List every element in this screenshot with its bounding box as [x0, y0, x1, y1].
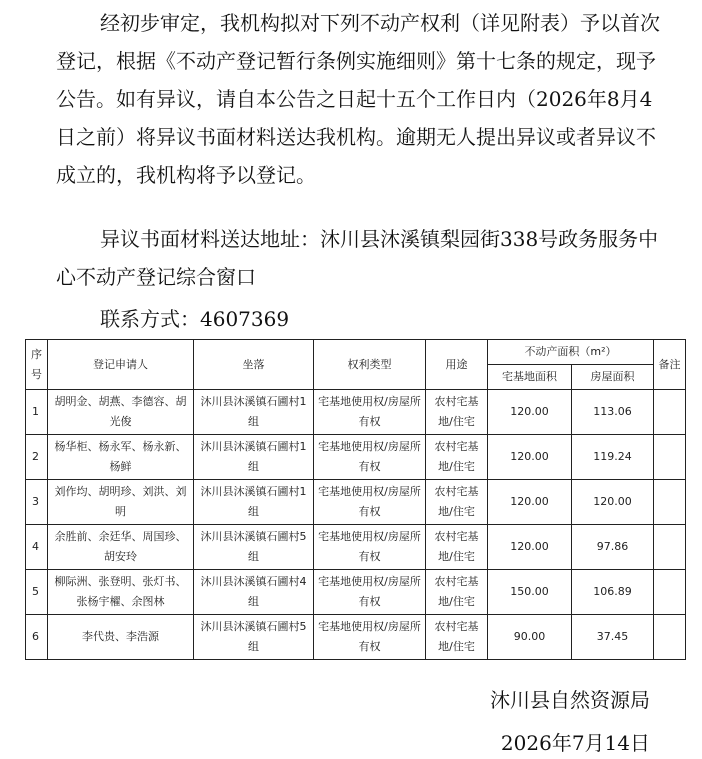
cell-land-area: 120.00 — [488, 435, 572, 480]
cell-applicant: 李代贵、李浩源 — [48, 615, 194, 660]
cell-right-type: 宅基地使用权/房屋所有权 — [314, 525, 426, 570]
cell-right-type: 宅基地使用权/房屋所有权 — [314, 390, 426, 435]
cell-remark — [654, 570, 686, 615]
cell-right-type: 宅基地使用权/房屋所有权 — [314, 570, 426, 615]
header-remark: 备注 — [654, 340, 686, 390]
cell-remark — [654, 615, 686, 660]
cell-house-area: 120.00 — [572, 480, 654, 525]
cell-usage: 农村宅基地/住宅 — [426, 480, 488, 525]
cell-index: 3 — [26, 480, 48, 525]
registration-table — [25, 339, 686, 660]
cell-remark — [654, 435, 686, 480]
issuing-organization: 沐川县自然资源局 — [490, 688, 650, 712]
cell-applicant: 柳际洲、张登明、张灯书、张杨宇櫂、余图林 — [48, 570, 194, 615]
cell-location: 沐川县沐溪镇石圃村1组 — [194, 480, 314, 525]
table-row — [26, 390, 686, 435]
cell-land-area: 120.00 — [488, 390, 572, 435]
header-usage: 用途 — [426, 340, 488, 390]
cell-index: 5 — [26, 570, 48, 615]
cell-remark — [654, 390, 686, 435]
table-row — [26, 525, 686, 570]
cell-location: 沐川县沐溪镇石圃村5组 — [194, 615, 314, 660]
header-house-area: 房屋面积 — [572, 365, 654, 390]
cell-right-type: 宅基地使用权/房屋所有权 — [314, 615, 426, 660]
cell-right-type: 宅基地使用权/房屋所有权 — [314, 480, 426, 525]
cell-usage: 农村宅基地/住宅 — [426, 570, 488, 615]
issue-date: 2026年7月14日 — [500, 731, 650, 755]
cell-land-area: 120.00 — [488, 525, 572, 570]
table-row — [26, 480, 686, 525]
cell-usage: 农村宅基地/住宅 — [426, 525, 488, 570]
notice-paragraph-1: 经初步审定，我机构拟对下列不动产权利（详见附表）予以首次登记，根据《不动产登记暂行条例实施细则》第十七条的规定，现予公告。如有异议，请自本公告之日起十五个工作日内（2026年8月4日之前）将异议书面材料送达我机构。逾期无人提出异议或者异议不成立的，我机构将予以登记。 — [56, 11, 660, 187]
header-right-type: 权利类型 — [314, 340, 426, 390]
cell-applicant: 刘作均、胡明珍、刘洪、刘明 — [48, 480, 194, 525]
cell-location: 沐川县沐溪镇石圃村4组 — [194, 570, 314, 615]
cell-land-area: 150.00 — [488, 570, 572, 615]
table-row — [26, 615, 686, 660]
cell-land-area: 90.00 — [488, 615, 572, 660]
table-row — [26, 435, 686, 480]
cell-index: 6 — [26, 615, 48, 660]
cell-location: 沐川县沐溪镇石圃村1组 — [194, 435, 314, 480]
cell-house-area: 37.45 — [572, 615, 654, 660]
header-applicant: 登记申请人 — [48, 340, 194, 390]
cell-house-area: 113.06 — [572, 390, 654, 435]
cell-usage: 农村宅基地/住宅 — [426, 390, 488, 435]
table-header-row — [26, 340, 686, 365]
cell-house-area: 106.89 — [572, 570, 654, 615]
cell-house-area: 119.24 — [572, 435, 654, 480]
cell-applicant: 余胜前、余廷华、周国珍、胡安玲 — [48, 525, 194, 570]
header-land-area: 宅基地面积 — [488, 365, 572, 390]
cell-applicant: 胡明金、胡燕、李德容、胡光俊 — [48, 390, 194, 435]
cell-applicant: 杨华柜、杨永军、杨永新、杨鲜 — [48, 435, 194, 480]
cell-index: 2 — [26, 435, 48, 480]
cell-house-area: 97.86 — [572, 525, 654, 570]
header-index: 序号 — [26, 340, 48, 390]
cell-location: 沐川县沐溪镇石圃村5组 — [194, 525, 314, 570]
header-area-group: 不动产面积（m²） — [488, 340, 654, 365]
contact-line: 联系方式：4607369 — [100, 307, 290, 331]
notice-paragraph-2: 异议书面材料送达地址：沐川县沐溪镇梨园街338号政务服务中心不动产登记综合窗口 — [56, 227, 659, 289]
cell-right-type: 宅基地使用权/房屋所有权 — [314, 435, 426, 480]
cell-remark — [654, 480, 686, 525]
table-row — [26, 570, 686, 615]
cell-index: 1 — [26, 390, 48, 435]
cell-index: 4 — [26, 525, 48, 570]
cell-usage: 农村宅基地/住宅 — [426, 615, 488, 660]
cell-land-area: 120.00 — [488, 480, 572, 525]
cell-location: 沐川县沐溪镇石圃村1组 — [194, 390, 314, 435]
cell-remark — [654, 525, 686, 570]
header-location: 坐落 — [194, 340, 314, 390]
cell-usage: 农村宅基地/住宅 — [426, 435, 488, 480]
